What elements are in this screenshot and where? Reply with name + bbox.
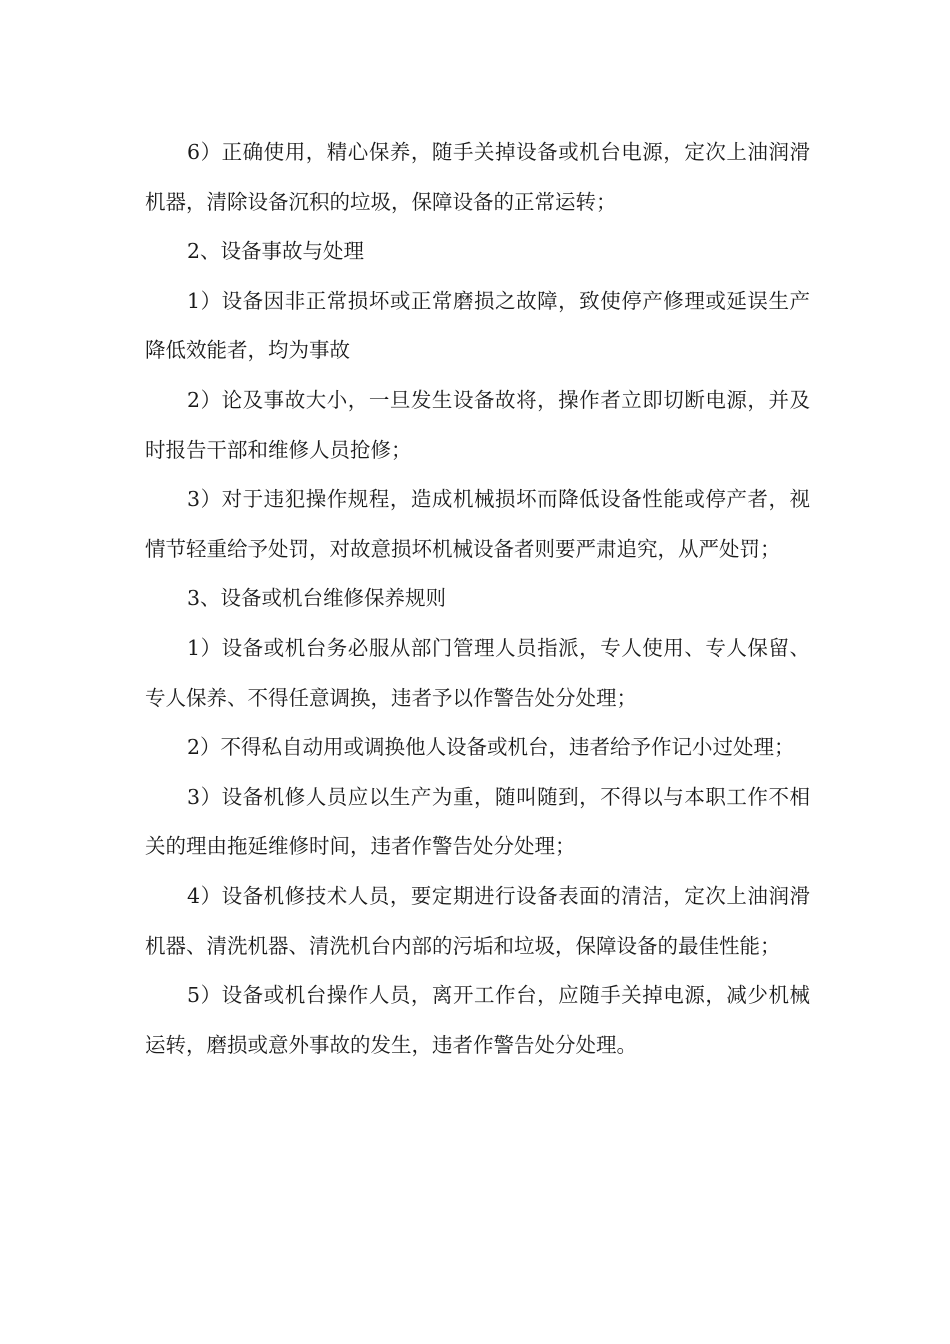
document-body <box>145 128 810 1070</box>
paragraph-violation-penalty: 3）对于违犯操作规程，造成机械损坏而降低设备性能或停产者，视情节轻重给予处罚，对故意损坏机械设备者则要严肃追究，从严处罚； <box>145 487 810 561</box>
paragraph-power-off-rule: 5）设备或机台操作人员，离开工作台，应随手关掉电源，减少机械运转，磨损或意外事故的发生，违者作警告处分处理。 <box>145 983 810 1057</box>
paragraph-item-6-usage: 6）正确使用，精心保养，随手关掉设备或机台电源，定次上油润滑机器，清除设备沉积的垃圾，保障设备的正常运转； <box>145 140 810 214</box>
paragraph-no-private-use: 2）不得私自动用或调换他人设备或机台，违者给予作记小过处理； <box>187 735 795 760</box>
section-heading-maintenance-rules: 3、设备或机台维修保养规则 <box>187 586 447 611</box>
paragraph-accident-report: 2）论及事故大小，一旦发生设备故将，操作者立即切断电源，并及时报告干部和维修人员抢修； <box>145 387 810 462</box>
paragraph-regular-cleaning: 4）设备机修技术人员，要定期进行设备表面的清洁，定次上油润滑机器、清洗机器、清洗机台内部的污垢和垃圾，保障设备的最佳性能； <box>145 883 810 958</box>
paragraph-repair-priority: 3）设备机修人员应以生产为重，随叫随到，不得以与本职工作不相关的理由拖延维修时间，违者作警告处分处理； <box>145 784 810 859</box>
section-heading-accident-handling: 2、设备事故与处理 <box>187 239 365 264</box>
paragraph-assignment-rule: 1）设备或机台务必服从部门管理人员指派，专人使用、专人保留、专人保养、不得任意调换，违者予以作警告处分处理； <box>145 635 810 710</box>
paragraph-accident-definition: 1）设备因非正常损坏或正常磨损之故障，致使停产修理或延误生产降低效能者，均为事故 <box>145 288 810 363</box>
